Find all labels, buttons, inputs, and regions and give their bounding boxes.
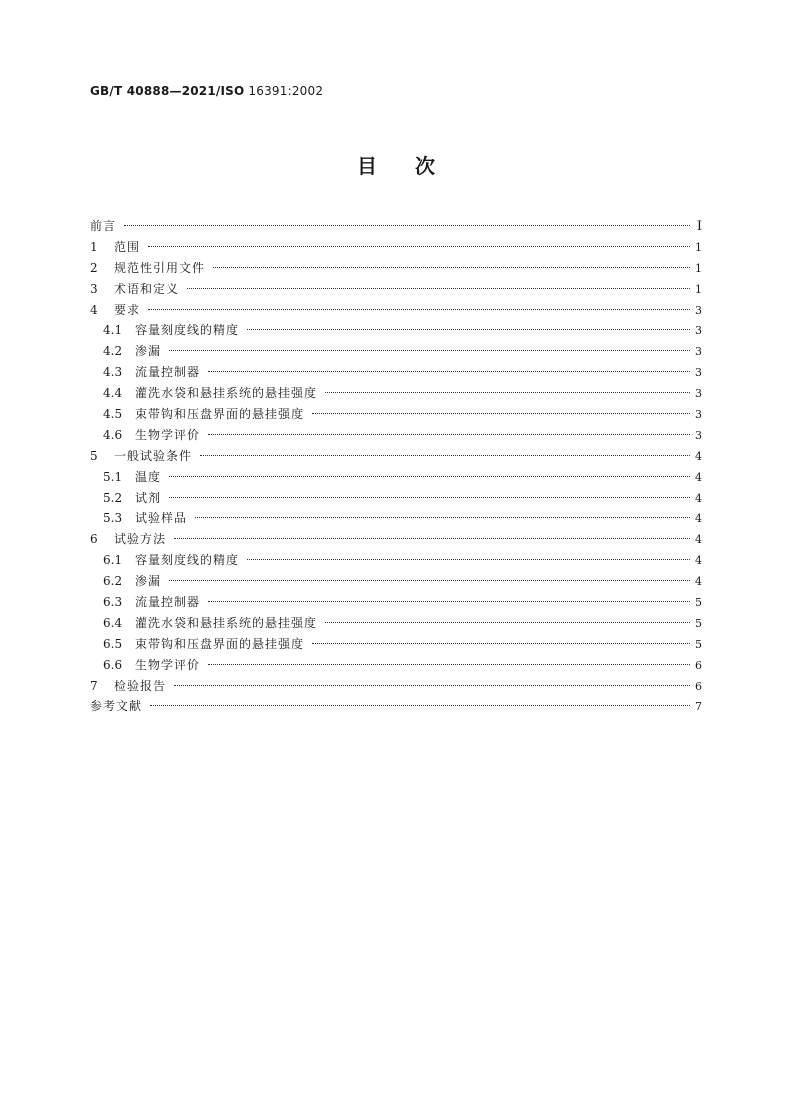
toc-entry[interactable] [90,237,702,258]
toc-entry-label: 生物学评价 [135,427,201,442]
toc-leader-dots [208,664,690,665]
toc-leader-dots [312,413,690,414]
toc-entry-page: 4 [695,554,702,568]
toc-leader-dots [208,371,690,372]
toc-entry-number: 5 [90,448,98,463]
document-code-number: 16391:2002 [244,84,324,98]
toc-entry-number: 6 [90,532,98,547]
toc-entry-label: 温度 [135,469,162,484]
toc-leader-dots [312,643,690,644]
toc-entry[interactable] [90,696,702,717]
toc-entry-page: 4 [695,512,702,526]
toc-entry[interactable] [90,508,702,529]
toc-entry-label: 规范性引用文件 [114,260,206,275]
toc-entry-number: 6.3 [103,595,123,610]
toc-leader-dots [208,601,690,602]
toc-entry[interactable] [90,300,702,321]
toc-entry-number: 4.6 [103,427,123,442]
toc-entry-number: 1 [90,239,98,254]
toc-entry[interactable] [90,404,702,425]
toc-leader-dots [124,225,690,226]
toc-entry-page: I [696,219,702,234]
toc-entry-label: 试剂 [135,490,162,505]
toc-entry[interactable] [90,320,702,341]
toc-entry-page: 4 [695,491,702,505]
toc-entry-page: 1 [695,240,702,254]
toc-entry-label: 要求 [114,302,141,317]
toc-entry[interactable] [90,446,702,467]
toc-leader-dots [325,392,690,393]
toc-leader-dots [169,350,690,351]
toc-entry-number: 4.1 [103,323,123,338]
toc-entry[interactable] [90,488,702,509]
toc-entry-label: 范围 [114,239,141,254]
toc-entry-number: 6.1 [103,553,123,568]
toc-entry[interactable] [90,362,702,383]
toc-entry-number: 4.3 [103,365,123,380]
toc-entry-page: 3 [695,408,702,422]
toc-entry-label: 流量控制器 [135,595,201,610]
toc-entry[interactable] [90,279,702,300]
toc-entry-number: 5.2 [103,490,123,505]
toc-entry-number: 4 [90,302,98,317]
toc-entry[interactable] [90,216,702,237]
toc-entry[interactable] [90,634,702,655]
toc-entry-label: 生物学评价 [135,657,201,672]
toc-entry-number: 5.1 [103,469,123,484]
toc-entry-label: 参考文献 [90,699,143,714]
toc-leader-dots [247,559,690,560]
toc-entry-number: 2 [90,260,98,275]
toc-entry-label: 渗漏 [135,344,162,359]
toc-entry-number: 4.4 [103,386,123,401]
toc-entry-number: 6.4 [103,615,123,630]
toc-entry-page: 3 [695,345,702,359]
toc-entry[interactable] [90,550,702,571]
toc-entry-label: 一般试验条件 [114,448,193,463]
toc-entry-page: 1 [695,282,702,296]
toc-entry-page: 1 [695,261,702,275]
toc-entry[interactable] [90,655,702,676]
toc-entry-number: 4.2 [103,344,123,359]
toc-leader-dots [174,538,690,539]
toc-entry[interactable] [90,383,702,404]
toc-entry-page: 6 [695,658,702,672]
toc-leader-dots [148,309,690,310]
toc-entry-page: 7 [695,700,702,714]
toc-entry-label: 灌洗水袋和悬挂系统的悬挂强度 [135,615,318,630]
toc-leader-dots [213,267,690,268]
toc-entry-page: 6 [695,679,702,693]
toc-entry-label: 检验报告 [114,678,167,693]
toc-entry-page: 5 [695,637,702,651]
toc-entry-number: 5.3 [103,511,123,526]
toc-entry-number: 7 [90,678,98,693]
toc-entry-page: 3 [695,324,702,338]
toc-entry-label: 容量刻度线的精度 [135,553,240,568]
toc-entry-label: 束带钩和压盘界面的悬挂强度 [135,636,305,651]
toc-entry-page: 4 [695,575,702,589]
toc-leader-dots [247,329,690,330]
toc-entry-page: 4 [695,470,702,484]
document-code [90,84,323,98]
toc-entry[interactable] [90,341,702,362]
toc-entry[interactable] [90,592,702,613]
table-of-contents [90,216,702,717]
toc-entry-number: 6.6 [103,657,123,672]
toc-entry-number: 3 [90,281,98,296]
toc-leader-dots [169,476,690,477]
toc-entry[interactable] [90,258,702,279]
toc-entry-page: 3 [695,366,702,380]
toc-entry-label: 灌洗水袋和悬挂系统的悬挂强度 [135,386,318,401]
toc-entry-number: 6.2 [103,574,123,589]
toc-leader-dots [325,622,690,623]
toc-entry-label: 试验方法 [114,532,167,547]
toc-entry-label: 束带钩和压盘界面的悬挂强度 [135,407,305,422]
toc-entry-page: 4 [695,533,702,547]
toc-leader-dots [208,434,690,435]
toc-entry[interactable] [90,571,702,592]
toc-entry[interactable] [90,425,702,446]
toc-entry-label: 术语和定义 [114,281,180,296]
toc-entry-page: 5 [695,616,702,630]
toc-leader-dots [174,685,690,686]
toc-leader-dots [195,517,690,518]
toc-entry[interactable] [90,467,702,488]
page-title: 目次 [357,154,473,178]
toc-entry-label: 前言 [90,219,117,233]
toc-entry[interactable] [90,613,702,634]
toc-leader-dots [187,288,690,289]
toc-entry-number: 4.5 [103,407,123,422]
toc-leader-dots [150,705,690,706]
toc-leader-dots [169,497,690,498]
toc-entry-label: 流量控制器 [135,365,201,380]
toc-entry-number: 6.5 [103,636,123,651]
toc-entry-page: 3 [695,387,702,401]
toc-entry-label: 渗漏 [135,574,162,589]
toc-leader-dots [200,455,690,456]
toc-entry-page: 4 [695,449,702,463]
toc-entry-page: 3 [695,428,702,442]
toc-entry-label: 容量刻度线的精度 [135,323,240,338]
toc-leader-dots [148,246,690,247]
document-code-standard: GB/T 40888—2021/ISO [90,84,245,98]
toc-entry-label: 试验样品 [135,511,188,526]
toc-leader-dots [169,580,690,581]
toc-entry-page: 3 [695,303,702,317]
toc-entry[interactable] [90,676,702,697]
toc-entry[interactable] [90,529,702,550]
toc-entry-page: 5 [695,596,702,610]
